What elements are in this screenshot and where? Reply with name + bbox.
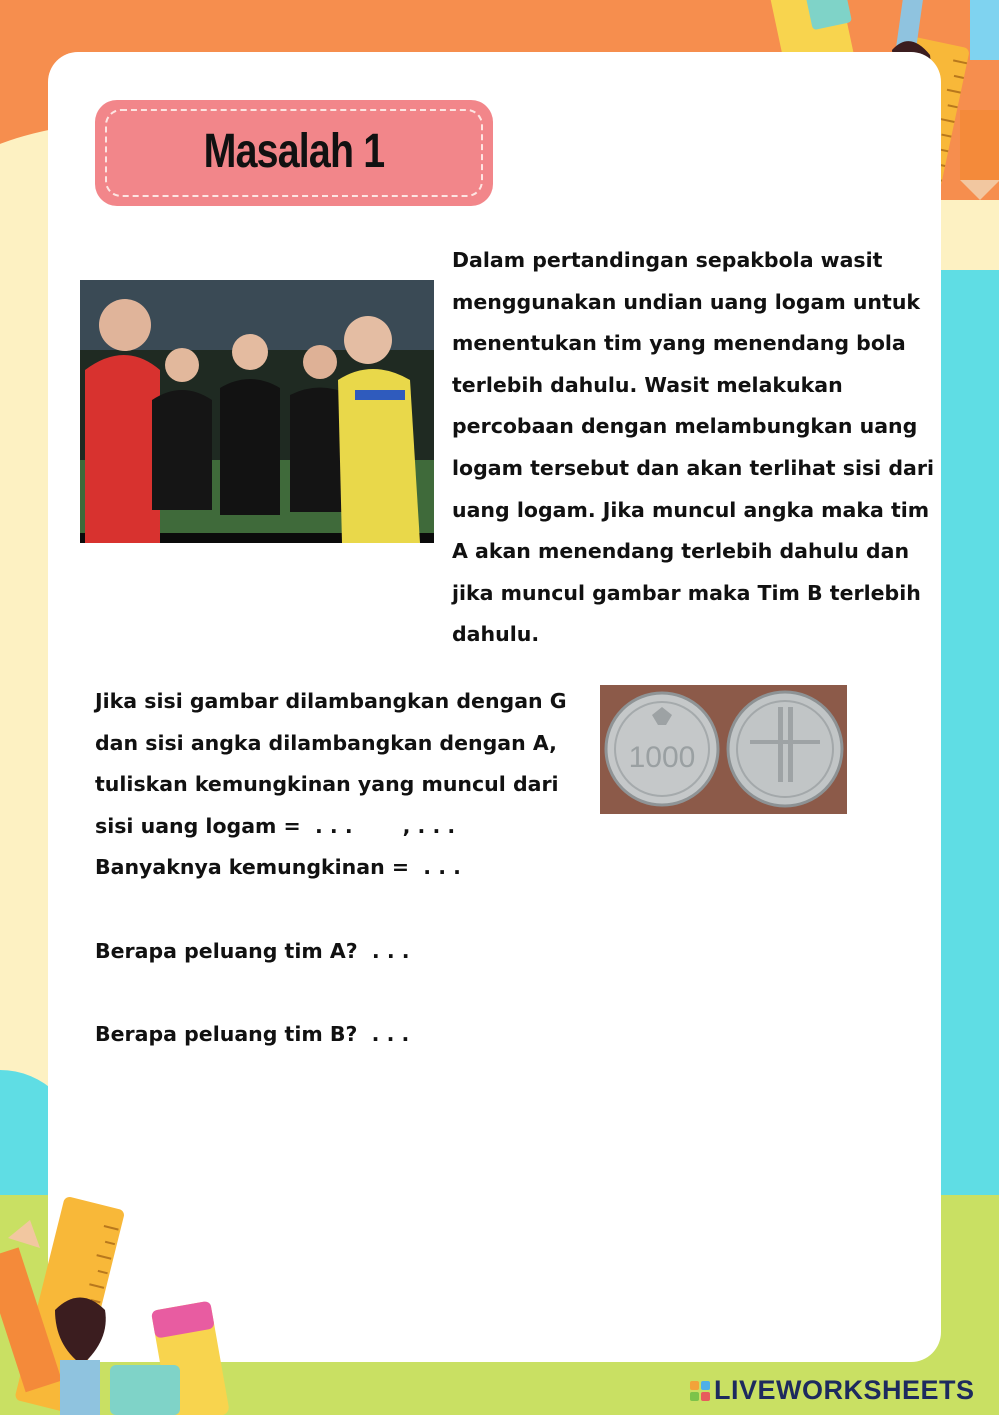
liveworksheets-brand[interactable] <box>690 1375 975 1406</box>
pencil-icon <box>960 110 999 200</box>
question-line: dan sisi angka dilambangkan dengan A, <box>95 730 557 755</box>
blank-line <box>95 889 565 931</box>
coin-value: 1000 <box>628 741 696 774</box>
coin-photo <box>600 685 847 814</box>
description-line: jika muncul gambar maka Tim B terlebih <box>452 580 921 605</box>
probability-team-a-line[interactable]: Berapa peluang tim A? . . . <box>95 938 410 963</box>
description-line: Dalam pertandingan sepakbola wasit <box>452 248 883 272</box>
description-line: A akan menendang terlebih dahulu dan <box>452 539 910 564</box>
referee-photo <box>80 280 434 543</box>
referee-coin-toss-image <box>80 280 434 543</box>
description-line: uang logam. Jika muncul angka maka tim <box>452 497 930 522</box>
blank-line <box>95 972 565 1014</box>
count-answer-line[interactable]: Banyaknya kemungkinan = . . . <box>95 855 461 880</box>
title-banner <box>95 100 493 206</box>
question-line: tuliskan kemungkinan yang muncul dari <box>95 772 559 797</box>
liveworksheets-logo-icon <box>690 1381 710 1401</box>
stationery-bottom-left <box>0 1190 260 1415</box>
eraser-icon <box>110 1301 230 1415</box>
sample-space-answer-line[interactable]: sisi uang logam = . . . , . . . <box>95 813 456 838</box>
problem-description <box>452 240 932 656</box>
description-line: menggunakan undian uang logam untuk <box>452 289 921 314</box>
coins-image <box>600 685 847 814</box>
blue-pencil-icon <box>970 0 999 60</box>
description-line: percobaan dengan melambungkan uang <box>452 414 918 439</box>
description-line: terlebih dahulu. Wasit melakukan <box>452 372 843 397</box>
description-line: menentukan tim yang menendang bola <box>452 331 906 356</box>
question-line: Jika sisi gambar dilambangkan dengan G <box>95 689 567 713</box>
description-line: logam tersebut dan akan terlihat sisi dari <box>452 455 934 480</box>
question-block <box>95 681 565 1055</box>
brand-name: LIVEWORKSHEETS <box>714 1375 975 1405</box>
probability-team-b-line[interactable]: Berapa peluang tim B? . . . <box>95 1021 410 1046</box>
page-title: Masalah 1 <box>203 125 385 178</box>
description-line: dahulu. <box>452 622 540 647</box>
coin-front-icon <box>606 693 718 805</box>
coin-back-icon <box>728 692 842 806</box>
